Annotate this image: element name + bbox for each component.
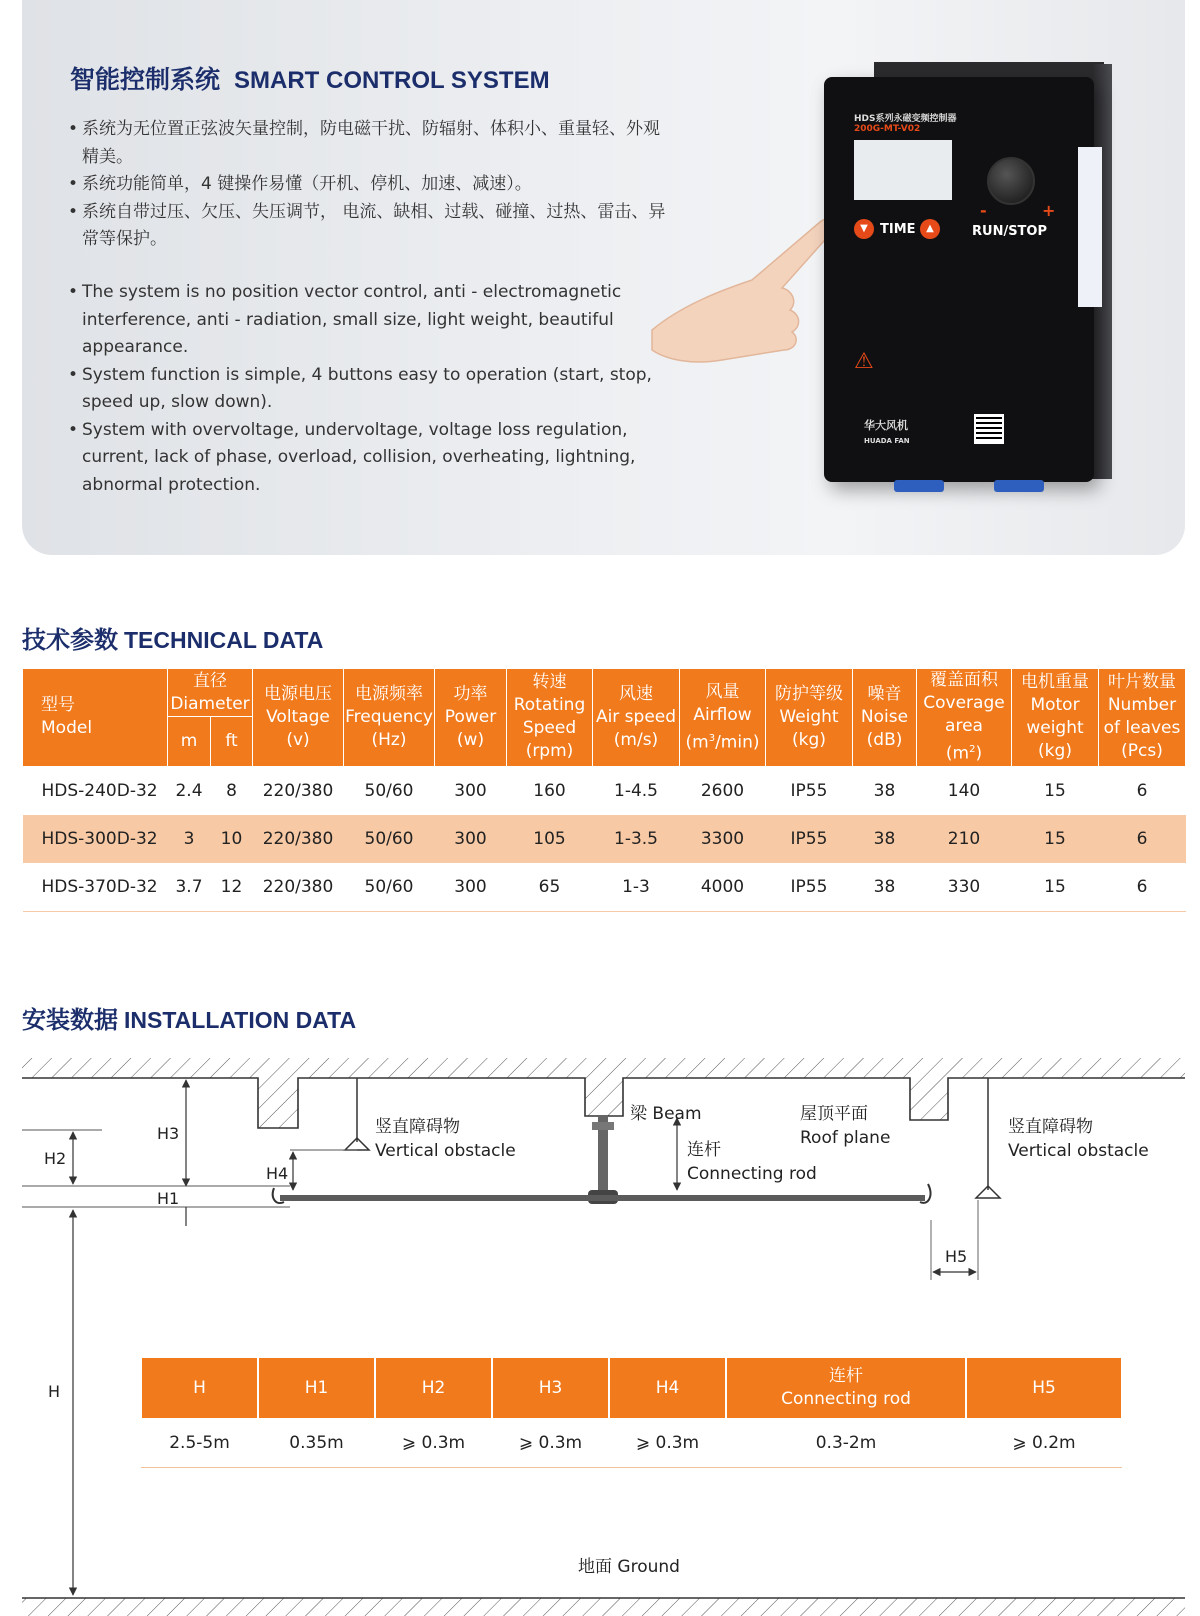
device-screen <box>854 140 952 200</box>
run-stop-label: RUN/STOP <box>972 224 1048 239</box>
inst-header-rod-en: Connecting rod <box>781 1389 911 1409</box>
bullets-cn <box>68 116 668 254</box>
obstacle-left-en: Vertical obstacle <box>375 1141 516 1161</box>
pointing-hand-icon <box>642 210 842 370</box>
roof-en: Roof plane <box>800 1128 891 1148</box>
header-leaves-cn: 叶片数量 <box>1108 672 1176 693</box>
header-noise-cn: 噪音 <box>867 683 902 704</box>
inst-header-rod-cn: 连杆 <box>829 1366 863 1386</box>
table-row <box>23 766 1186 815</box>
h2-label: H2 <box>44 1149 67 1168</box>
inst-value-h5: ⩾ 0.2m <box>966 1418 1122 1468</box>
speed-knob[interactable] <box>987 157 1035 205</box>
cable-gland <box>994 480 1044 492</box>
time-label: TIME <box>880 222 916 237</box>
header-voltage <box>253 669 344 767</box>
device-brand <box>864 417 910 446</box>
table-cell: 210 <box>917 815 1012 863</box>
inst-value-h3: ⩾ 0.3m <box>492 1418 609 1468</box>
header-airflow-sup: 3 <box>708 732 716 744</box>
obstacle-right-en: Vertical obstacle <box>1008 1141 1149 1161</box>
header-airflow <box>680 669 766 767</box>
table-cell: 140 <box>947 780 981 801</box>
connecting-rod-label <box>687 1138 817 1186</box>
ground-label: 地面 Ground <box>578 1557 680 1577</box>
inst-value-h4: ⩾ 0.3m <box>609 1418 726 1468</box>
table-cell: 38 <box>853 863 917 912</box>
obstacle-right-cn: 竖直障碍物 <box>1008 1117 1093 1137</box>
title-en: SMART CONTROL SYSTEM <box>234 67 550 94</box>
header-freq-en: Frequency <box>345 706 433 727</box>
header-leaves-unit: (Pcs) <box>1121 741 1163 762</box>
table-cell: 2.4 <box>175 780 203 801</box>
bullet-en-2: • System function is simple, 4 buttons easy to operation (start, stop, speed up, slow down). <box>68 362 668 417</box>
inst-values-row <box>141 1418 1122 1468</box>
table-cell: 300 <box>435 863 507 912</box>
header-model <box>23 669 168 767</box>
header-speed-unit: (rpm) <box>525 741 574 762</box>
table-cell: 105 <box>507 815 593 863</box>
inst-value-h2: ⩾ 0.3m <box>375 1418 492 1468</box>
header-coverage <box>917 669 1012 767</box>
cable-gland <box>894 480 944 492</box>
device-model-label: 200G-MT-V02 <box>854 124 921 134</box>
header-airflow-unit-b: /min) <box>715 732 760 753</box>
header-cover-sup: 2 <box>969 744 976 755</box>
header-leaves-en1: Number <box>1107 695 1177 716</box>
bullet-en-3: • System with overvoltage, undervoltage, voltage loss regulation, current, lack of phase, overload, collision, overheating, lightning, abnormal protection. <box>68 417 668 500</box>
plus-mark: + <box>1042 201 1056 220</box>
table-cell: 50/60 <box>344 863 435 912</box>
table-cell: 65 <box>507 863 593 912</box>
inst-value-rod: 0.3-2m <box>726 1418 966 1468</box>
time-up-button[interactable]: ▲ <box>920 219 940 239</box>
beam-hatch-left <box>258 1078 298 1128</box>
header-air-unit: (m/s) <box>613 729 659 750</box>
header-diameter-en: Diameter <box>170 693 250 714</box>
header-voltage-cn: 电源电压 <box>264 683 332 704</box>
header-cover-unit-b: ) <box>975 743 983 764</box>
header-protection <box>766 669 853 767</box>
header-cover-unit: (m <box>945 743 970 764</box>
bullet-en-1: • The system is no position vector control, anti - electromagnetic interference, anti - radiation, small size, light weight, beautiful appearance. <box>68 279 668 362</box>
header-airflow-en: Airflow <box>693 704 752 725</box>
smart-control-panel <box>22 0 1185 555</box>
table-cell: 15 <box>1012 815 1099 863</box>
header-airflow-cn: 风量 <box>705 681 740 702</box>
header-noise <box>853 669 917 767</box>
table-cell: 38 <box>873 780 896 801</box>
header-cover-cn: 覆盖面积 <box>930 670 998 690</box>
device-sticker <box>1078 147 1102 307</box>
header-motor-en2: weight <box>1026 718 1084 739</box>
table-cell: 15 <box>1012 863 1099 912</box>
header-model-en: Model <box>41 718 93 739</box>
bullet-cn-2: • 系统功能简单，4 键操作易懂（开机、停机、加速、减速）。 <box>68 171 668 199</box>
table-cell: 38 <box>853 815 917 863</box>
header-power <box>435 669 507 767</box>
beam-label: 梁 Beam <box>630 1104 702 1124</box>
header-cover-en1: Coverage <box>923 693 1005 713</box>
header-motor-unit: (kg) <box>1038 741 1072 762</box>
technical-table <box>22 668 1186 912</box>
header-speed <box>507 669 593 767</box>
table-cell: IP55 <box>790 780 828 801</box>
header-noise-en: Noise <box>860 706 909 727</box>
table-cell: 160 <box>533 780 566 801</box>
ceiling-hatch <box>22 1058 1185 1078</box>
header-noise-unit: (dB) <box>866 729 903 750</box>
inst-value-h1: 0.35m <box>258 1418 375 1468</box>
header-protect-unit: (kg) <box>792 729 826 750</box>
table-cell: 220/380 <box>262 780 334 801</box>
technical-heading-cn: 技术参数 <box>22 626 118 654</box>
installation-table <box>140 1358 1123 1468</box>
device-series-label: HDS系列永磁变频控制器 <box>854 114 957 124</box>
time-down-button[interactable]: ▼ <box>854 219 874 239</box>
header-voltage-unit: (v) <box>286 729 310 750</box>
table-cell: 220/380 <box>253 815 344 863</box>
header-leaves-en2: of leaves <box>1103 718 1181 739</box>
table-cell: 3 <box>168 815 211 863</box>
installation-heading-en: INSTALLATION DATA <box>124 1007 357 1033</box>
table-cell: IP55 <box>766 815 853 863</box>
header-frequency <box>344 669 435 767</box>
vertical-obstacle-right-label <box>1008 1115 1149 1163</box>
header-power-en: Power <box>444 706 497 727</box>
brand-cn: 华大风机 <box>864 419 908 432</box>
vertical-obstacle-left-label <box>375 1115 516 1163</box>
table-cell: 10 <box>211 815 253 863</box>
inst-header-h3: H3 <box>492 1358 609 1418</box>
beam-hatch-center <box>585 1078 623 1116</box>
table-cell: 15 <box>1044 780 1066 801</box>
header-m: m <box>168 717 211 766</box>
table-cell: 6 <box>1099 863 1186 912</box>
h4-label: H4 <box>266 1164 289 1183</box>
header-ft: ft <box>211 717 253 766</box>
header-diameter-cn: 直径 <box>193 670 227 691</box>
table-cell: 6 <box>1099 815 1186 863</box>
header-air-en: Air speed <box>595 706 677 727</box>
title-cn: 智能控制系统 <box>70 65 221 94</box>
table-cell: HDS-240D-32 <box>41 780 158 801</box>
header-cover-en2: area <box>945 716 983 736</box>
header-freq-cn: 电源频率 <box>355 683 423 704</box>
header-freq-unit: (Hz) <box>371 729 407 750</box>
fan-blades-shape <box>280 1195 925 1201</box>
smart-control-title <box>70 60 550 96</box>
bullets-en <box>68 279 668 499</box>
table-cell: HDS-370D-32 <box>23 863 168 912</box>
table-cell: IP55 <box>766 863 853 912</box>
table-cell: 50/60 <box>344 815 435 863</box>
controller-device <box>814 62 1114 492</box>
bullet-cn-3: • 系统自带过压、欠压、失压调节， 电流、缺相、过载、碰撞、过热、雷击、异常等保护。 <box>68 199 668 254</box>
table-cell: 300 <box>454 780 487 801</box>
table-cell: 300 <box>435 815 507 863</box>
device-body <box>824 77 1094 482</box>
roof-cn: 屋顶平面 <box>800 1104 868 1124</box>
table-cell: HDS-300D-32 <box>23 815 168 863</box>
inst-value-h: 2.5-5m <box>141 1418 258 1468</box>
inst-header-rod <box>726 1358 966 1418</box>
header-air-speed <box>593 669 680 767</box>
header-voltage-en: Voltage <box>266 706 330 727</box>
table-row <box>23 815 1186 863</box>
bullet-cn-1: • 系统为无位置正弦波矢量控制，防电磁干扰、防辐射、体积小、重量轻、外观精美。 <box>68 116 668 171</box>
table-cell: 4000 <box>680 863 766 912</box>
brand-en: HUADA FAN <box>864 437 910 445</box>
table-cell: 1-3.5 <box>593 815 680 863</box>
inst-header-h2: H2 <box>375 1358 492 1418</box>
technical-heading-en: TECHNICAL DATA <box>124 627 324 653</box>
obstacle-left-cn: 竖直障碍物 <box>375 1117 460 1137</box>
ground-hatch <box>22 1598 1185 1616</box>
qr-code-icon <box>974 414 1004 444</box>
h1-label: H1 <box>157 1189 180 1208</box>
header-diameter <box>168 669 253 717</box>
warning-icon: ⚠ <box>854 349 874 374</box>
header-power-cn: 功率 <box>453 683 488 704</box>
inst-header-h: H <box>141 1358 258 1418</box>
table-cell: 2600 <box>700 780 745 801</box>
header-airflow-unit: (m <box>685 732 709 753</box>
h3-label: H3 <box>157 1124 180 1143</box>
inst-header-h5: H5 <box>966 1358 1122 1418</box>
technical-table-body <box>23 766 1186 911</box>
inst-header-h4: H4 <box>609 1358 726 1418</box>
inst-header-h1: H1 <box>258 1358 375 1418</box>
header-speed-en2: Speed <box>522 718 577 739</box>
installation-heading <box>22 1000 356 1035</box>
technical-heading <box>22 620 323 655</box>
table-cell: 1-3 <box>593 863 680 912</box>
table-cell: 8 <box>226 780 237 801</box>
header-speed-en1: Rotating <box>513 695 586 716</box>
header-motor-cn: 电机重量 <box>1021 672 1089 693</box>
table-cell: 3300 <box>680 815 766 863</box>
table-cell: 220/380 <box>253 863 344 912</box>
installation-diagram <box>0 1050 1200 1616</box>
header-air-cn: 风速 <box>619 683 653 704</box>
table-cell: 12 <box>211 863 253 912</box>
table-cell: 6 <box>1136 780 1148 801</box>
h-label: H <box>48 1382 61 1401</box>
header-speed-cn: 转速 <box>532 672 567 693</box>
header-protect-en: Weight <box>779 706 839 727</box>
header-motor-weight <box>1012 669 1099 767</box>
h5-label: H5 <box>945 1247 968 1266</box>
minus-mark: - <box>980 201 987 220</box>
header-power-unit: (w) <box>456 729 485 750</box>
table-cell: 330 <box>917 863 1012 912</box>
installation-heading-cn: 安装数据 <box>22 1006 118 1034</box>
header-model-cn: 型号 <box>41 695 75 716</box>
header-motor-en1: Motor <box>1030 695 1080 716</box>
table-cell: 3.7 <box>168 863 211 912</box>
header-protect-cn: 防护等级 <box>775 683 843 704</box>
table-cell: 50/60 <box>364 780 414 801</box>
header-leaves <box>1099 669 1186 767</box>
rod-cn: 连杆 <box>687 1140 721 1160</box>
table-row <box>23 863 1186 912</box>
rod-en: Connecting rod <box>687 1164 817 1184</box>
beam-hatch-right <box>910 1078 948 1120</box>
table-cell: 1-4.5 <box>614 780 658 801</box>
